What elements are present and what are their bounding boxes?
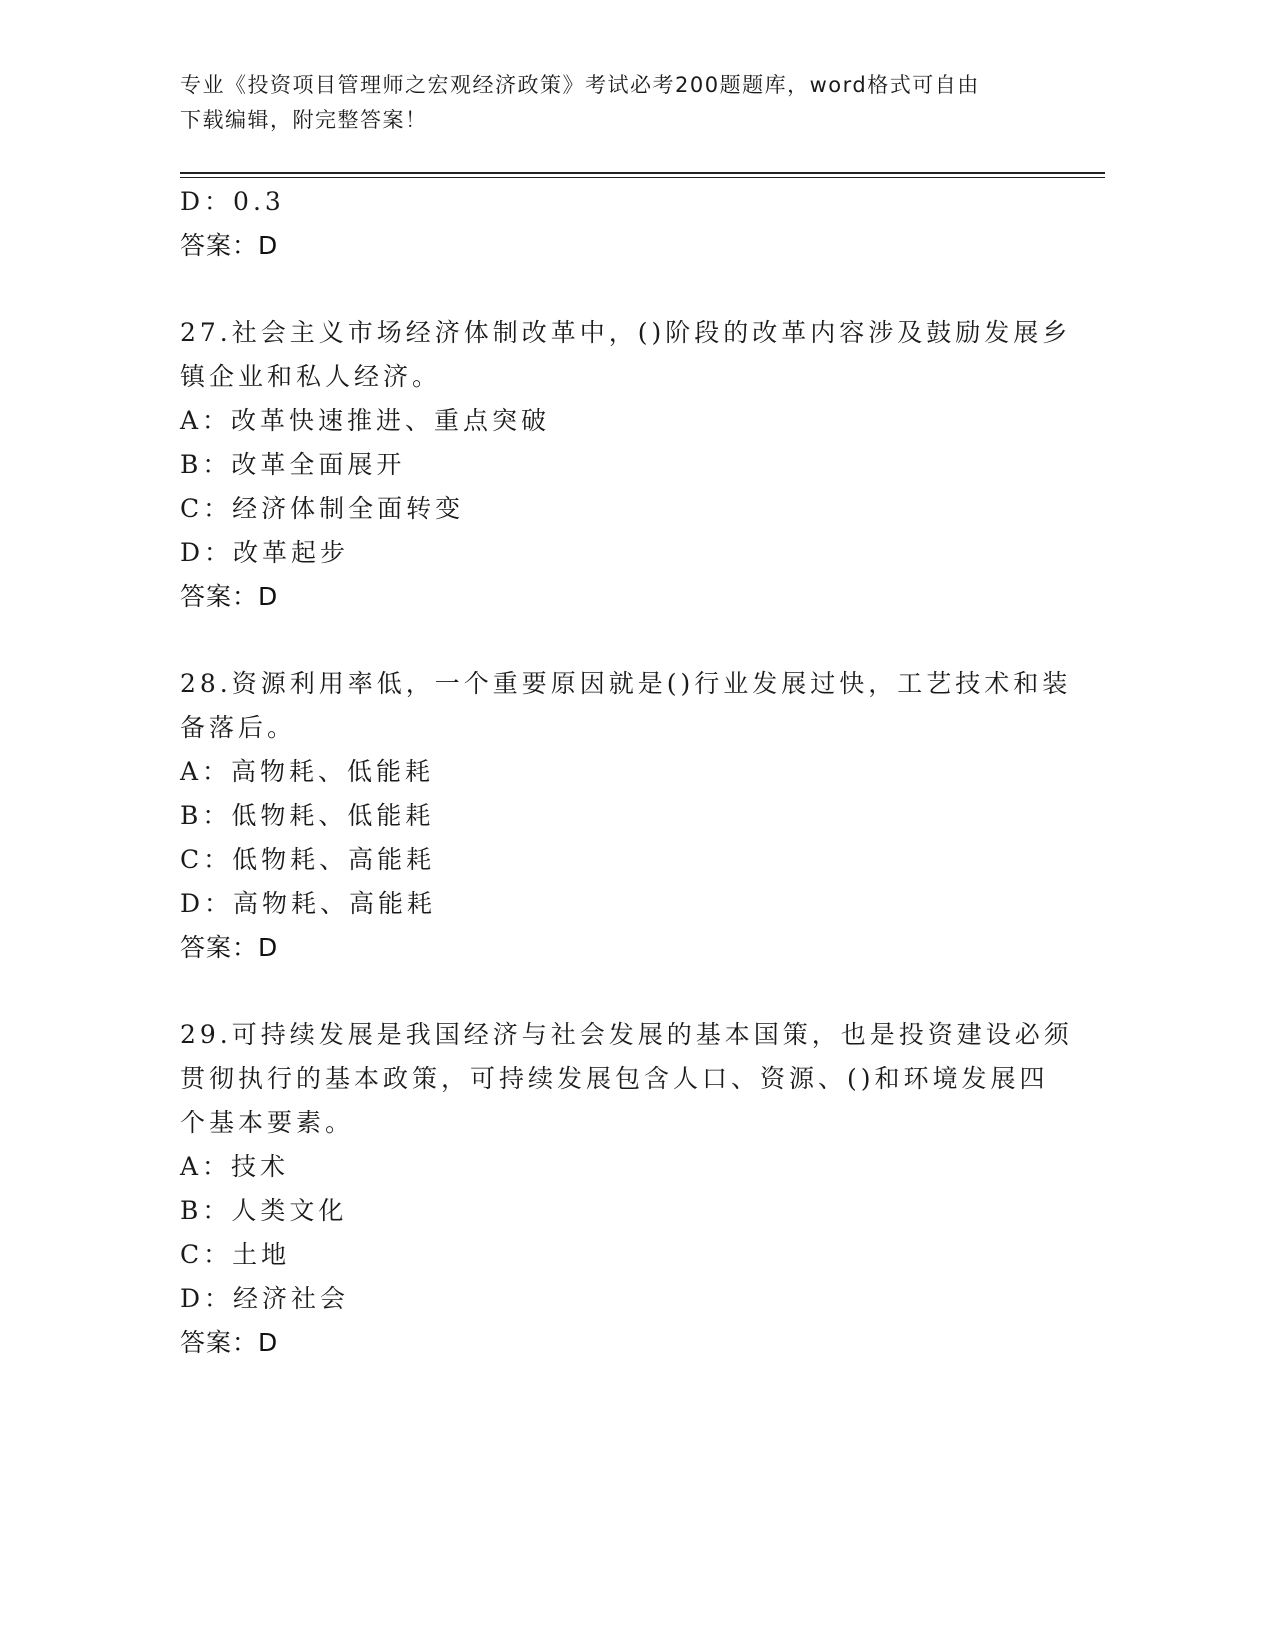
header-line-1: 专业《投资项目管理师之宏观经济政策》考试必考200题题库，word格式可自由 xyxy=(180,73,980,97)
answer-label: 答案：D xyxy=(180,1328,279,1357)
question-stem-line: 27.社会主义市场经济体制改革中，()阶段的改革内容涉及鼓励发展乡 xyxy=(180,318,1072,347)
option-c: C：低物耗、高能耗 xyxy=(180,845,436,874)
option-b: B：低物耗、低能耗 xyxy=(180,801,435,830)
spacer xyxy=(180,970,1080,1013)
option-d: D：改革起步 xyxy=(180,538,350,567)
option-c: C：土地 xyxy=(180,1240,291,1269)
option-c: C：经济体制全面转变 xyxy=(180,494,465,523)
spacer xyxy=(180,268,1080,311)
answer-label: 答案：D xyxy=(180,231,279,260)
spacer xyxy=(180,619,1080,662)
answer-label: 答案：D xyxy=(180,582,279,611)
header-divider-thin xyxy=(180,177,1105,178)
question-stem-line: 29.可持续发展是我国经济与社会发展的基本国策，也是投资建设必须 xyxy=(180,1020,1073,1049)
question-28 xyxy=(180,662,1080,970)
question-stem-line: 贯彻执行的基本政策，可持续发展包含人口、资源、()和环境发展四 xyxy=(180,1064,1049,1093)
option-b: B：人类文化 xyxy=(180,1196,348,1225)
option-d: D：高物耗、高能耗 xyxy=(180,889,437,918)
question-stem-line: 镇企业和私人经济。 xyxy=(180,362,442,391)
option-a: A：高物耗、低能耗 xyxy=(180,757,435,786)
document-body xyxy=(180,180,1080,1365)
question-stem-line: 28.资源利用率低，一个重要原因就是()行业发展过快，工艺技术和装 xyxy=(180,669,1072,698)
question-29 xyxy=(180,1013,1080,1365)
question-26-tail xyxy=(180,180,1080,268)
question-stem-line: 个基本要素。 xyxy=(180,1108,355,1137)
option-a: A：技术 xyxy=(180,1152,290,1181)
option-d: D：0.3 xyxy=(180,187,285,216)
answer-label: 答案：D xyxy=(180,933,279,962)
question-stem-line: 备落后。 xyxy=(180,713,297,742)
question-27 xyxy=(180,311,1080,619)
page-header xyxy=(180,68,1060,138)
header-divider-thick xyxy=(180,172,1105,174)
option-a: A：改革快速推进、重点突破 xyxy=(180,406,551,435)
option-b: B：改革全面展开 xyxy=(180,450,406,479)
option-d: D：经济社会 xyxy=(180,1284,350,1313)
header-line-2: 下载编辑，附完整答案！ xyxy=(180,108,428,132)
